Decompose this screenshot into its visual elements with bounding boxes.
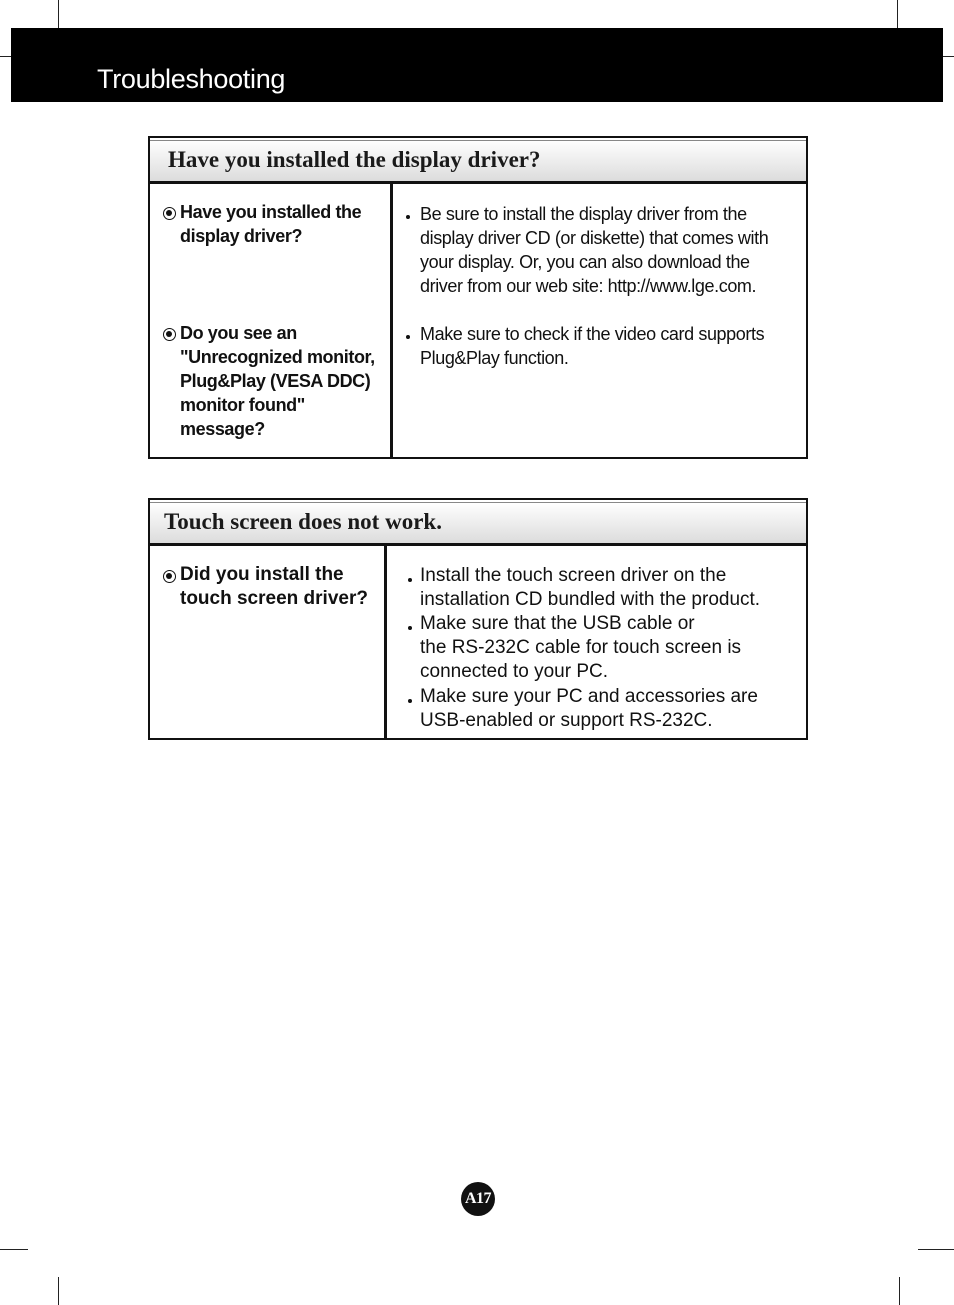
- answer-bullet-icon: [408, 578, 412, 582]
- page-title: Troubleshooting: [97, 64, 286, 94]
- crop-mark-top-left-v: [58, 0, 59, 28]
- question-line: Plug&Play (VESA DDC): [180, 371, 371, 391]
- crop-mark-left-h: [0, 56, 11, 57]
- question-line: monitor found": [180, 395, 305, 415]
- section-display-driver: [148, 136, 808, 459]
- question-line: message?: [180, 419, 265, 439]
- section-body: [150, 184, 806, 457]
- answer-line: USB-enabled or support RS-232C.: [420, 710, 713, 731]
- answer-install-touch-driver: [420, 564, 760, 612]
- answer-bullet-icon: [408, 626, 412, 630]
- answer-line: Plug&Play function.: [420, 348, 569, 368]
- section-title: Have you installed the display driver?: [168, 147, 541, 172]
- question-bullet-icon: [163, 207, 176, 220]
- question-bullet-icon: [163, 328, 176, 341]
- question-line: display driver?: [180, 226, 303, 246]
- answer-line: display driver CD (or diskette) that comes with: [420, 228, 769, 248]
- answer-bullet-icon: [408, 699, 412, 703]
- question-line: touch screen driver?: [180, 588, 368, 609]
- answer-line: your display. Or, you can also download the: [420, 252, 750, 272]
- question-installed-driver: [180, 200, 361, 248]
- question-line: Did you install the: [180, 564, 344, 585]
- answer-line: driver from our web site: http://www.lge.com.: [420, 276, 757, 296]
- answer-install-driver: [420, 202, 768, 298]
- crop-mark-right-h: [943, 56, 954, 57]
- crop-mark-bottom-right-h: [918, 1249, 954, 1250]
- answer-line: Install the touch screen driver on the: [420, 565, 727, 586]
- section-header: [150, 500, 806, 546]
- column-divider: [384, 546, 387, 738]
- section-header: [150, 138, 806, 184]
- section-body: [150, 546, 806, 738]
- section-title: Touch screen does not work.: [164, 509, 442, 534]
- answer-line: connected to your PC.: [420, 661, 608, 682]
- answer-line: Be sure to install the display driver from the: [420, 204, 747, 224]
- question-line: Have you installed the: [180, 202, 362, 222]
- answer-line: Make sure to check if the video card supports: [420, 324, 765, 344]
- answer-usb-cable: [420, 612, 741, 684]
- crop-mark-bottom-left-v: [58, 1277, 59, 1305]
- column-divider: [390, 184, 393, 457]
- question-line: Do you see an: [180, 323, 297, 343]
- question-line: "Unrecognized monitor,: [180, 347, 375, 367]
- answer-check-video-card: [420, 322, 764, 370]
- answer-line: the RS-232C cable for touch screen is: [420, 637, 742, 658]
- answer-line: Make sure that the USB cable or: [420, 613, 695, 634]
- section-touch-screen: [148, 498, 808, 740]
- answer-bullet-icon: [406, 335, 410, 339]
- answer-line: Make sure your PC and accessories are: [420, 686, 758, 707]
- crop-mark-bottom-left-h: [0, 1249, 28, 1250]
- question-touch-driver: [180, 563, 368, 611]
- answer-usb-enabled: [420, 685, 758, 733]
- question-bullet-icon: [163, 570, 176, 583]
- page-number-badge: A17: [461, 1182, 495, 1216]
- header-bar: [11, 28, 943, 102]
- crop-mark-bottom-right-v: [899, 1277, 900, 1305]
- crop-mark-top-right-v: [897, 0, 898, 28]
- answer-line: installation CD bundled with the product.: [420, 589, 761, 610]
- answer-bullet-icon: [406, 215, 410, 219]
- question-unrecognized-monitor: [180, 321, 375, 441]
